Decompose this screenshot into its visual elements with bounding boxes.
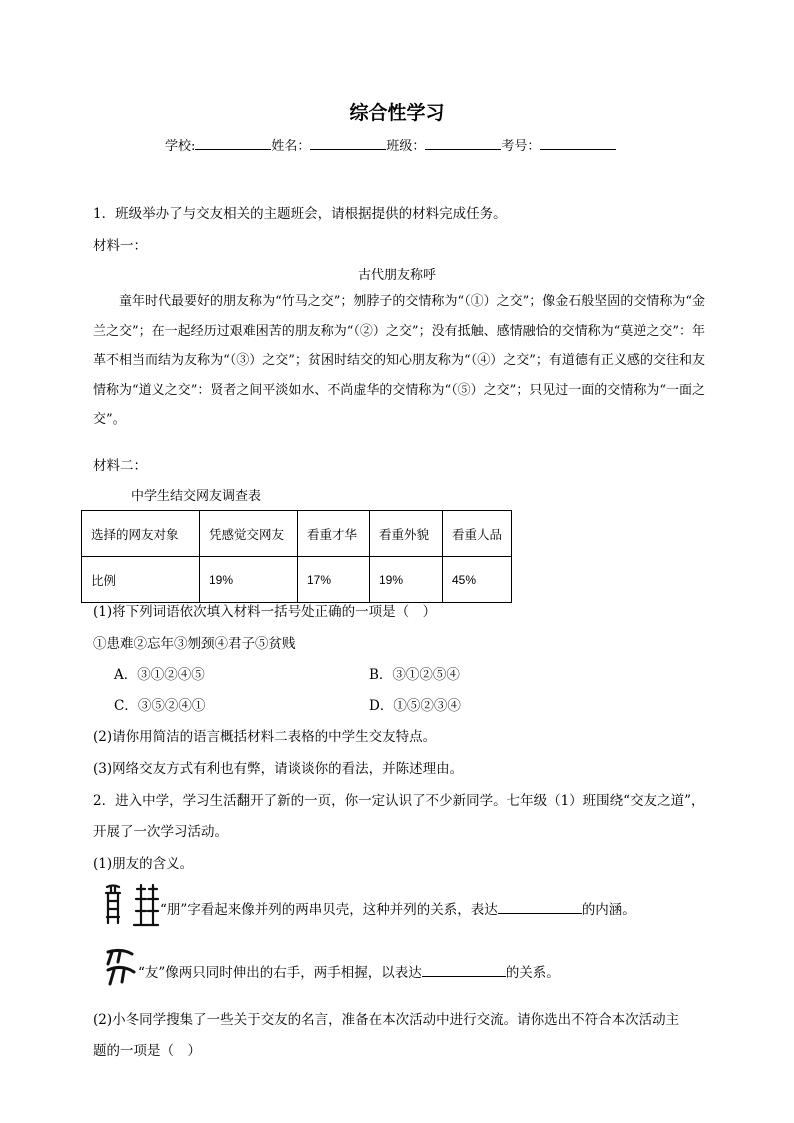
name-label: 姓名：: [271, 139, 311, 154]
table-cell: 17%: [298, 557, 370, 603]
option-a: A．③①②④⑤: [114, 667, 205, 683]
you-text-after: 的关系。: [505, 965, 560, 981]
student-info-line: [165, 135, 616, 154]
you-text-before: “友”像两只同时伸出的右手，两手相握，以表达: [138, 965, 422, 981]
q1-word-list: ①患难②忘年③刎颈④君子⑤贫贱: [93, 636, 296, 652]
option-d: D．①⑤②③④: [369, 698, 461, 714]
table-cell: 比例: [82, 557, 200, 603]
q2-sub1: (1)朋友的含义。: [93, 856, 194, 872]
q1-material1-text: 童年时代最要好的朋友称为“竹马之交”；刎脖子的交情称为“（①）之交”；像金石般坚固的交情称为“金兰之交”；在一起经历过艰难困苦的朋友称为“（②）之交”；没有抵触、感情融恰的交情称为“莫逆之交”：年革不相当而结为友称为“（③）之交”；贫困时结交的知心朋友称为“（④）之交”；有道德有正义感的交往和友情称为“道义之交”：贤者之间平淡如水、不尚虚华的交情称为“（⑤）之交”；只见过一面的交情称为“一面之交”。: [93, 294, 705, 427]
you-answer-blank: [422, 964, 506, 977]
peng-text-after: 的内涵。: [581, 902, 636, 918]
table-header-cell: 看重人品: [443, 511, 512, 557]
q1-sub2: (2)请你用简洁的语言概括材料二表格的中学生交友特点。: [93, 729, 437, 745]
class-label: 班级：: [386, 139, 426, 154]
q1-material1-title: 古代朋友称呼: [357, 268, 436, 283]
q1-sub3: (3)网络交友方式有利也有弊，请谈谈你的看法，并陈述理由。: [93, 761, 464, 777]
q2-sub2-line2: 题的一项是（ ）: [93, 1043, 201, 1059]
q1-sub1: (1)将下列词语依次填入材料一括号处正确的一项是（ ）: [93, 604, 437, 620]
name-blank: [310, 137, 386, 150]
table-cell: 19%: [370, 557, 443, 603]
exam-label: 考号：: [501, 139, 541, 154]
q2-sub2-line1: (2)小冬同学搜集了一些关于交友的名言，准备在本次活动中进行交流。请你选出不符合本次活动主: [93, 1012, 680, 1028]
table-header-cell: 选择的网友对象: [82, 511, 200, 557]
table-header-row: [82, 511, 512, 557]
table-caption: 中学生结交网友调查表: [131, 489, 262, 504]
ancient-you-glyph-icon: [104, 946, 138, 988]
q1-material2-label: 材料二：: [93, 458, 147, 474]
table-cell: 19%: [200, 557, 298, 603]
option-c: C．③⑤②④①: [114, 698, 206, 714]
q1-material1-label: 材料一：: [93, 238, 147, 254]
table-cell: 45%: [443, 557, 512, 603]
school-label: 学校:: [165, 139, 196, 154]
exam-blank: [540, 137, 616, 150]
class-blank: [425, 137, 501, 150]
option-b: B．③①②⑤④: [369, 667, 460, 683]
q1-intro: 1．班级举办了与交友相关的主题班会，请根据提供的材料完成任务。: [93, 206, 507, 222]
peng-sentence: [160, 898, 636, 918]
survey-table: [81, 510, 512, 603]
page-title: 综合性学习: [349, 102, 445, 124]
peng-answer-blank: [498, 901, 582, 914]
ancient-peng-glyph-icon: [103, 883, 159, 927]
you-sentence: [138, 961, 560, 981]
q2-intro-line1: 2．进入中学，学习生活翻开了新的一页，你一定认识了不少新同学。七年级（1）班围绕“交友之道”，: [93, 793, 705, 809]
table-row: [82, 557, 512, 603]
table-header-cell: 看重才华: [298, 511, 370, 557]
table-header-cell: 凭感觉交网友: [200, 511, 298, 557]
peng-text-before: “朋”字看起来像并列的两串贝壳，这种并列的关系，表达: [160, 902, 498, 918]
table-header-cell: 看重外貌: [370, 511, 443, 557]
q2-intro-line2: 开展了一次学习活动。: [93, 824, 228, 840]
school-blank: [195, 137, 271, 150]
